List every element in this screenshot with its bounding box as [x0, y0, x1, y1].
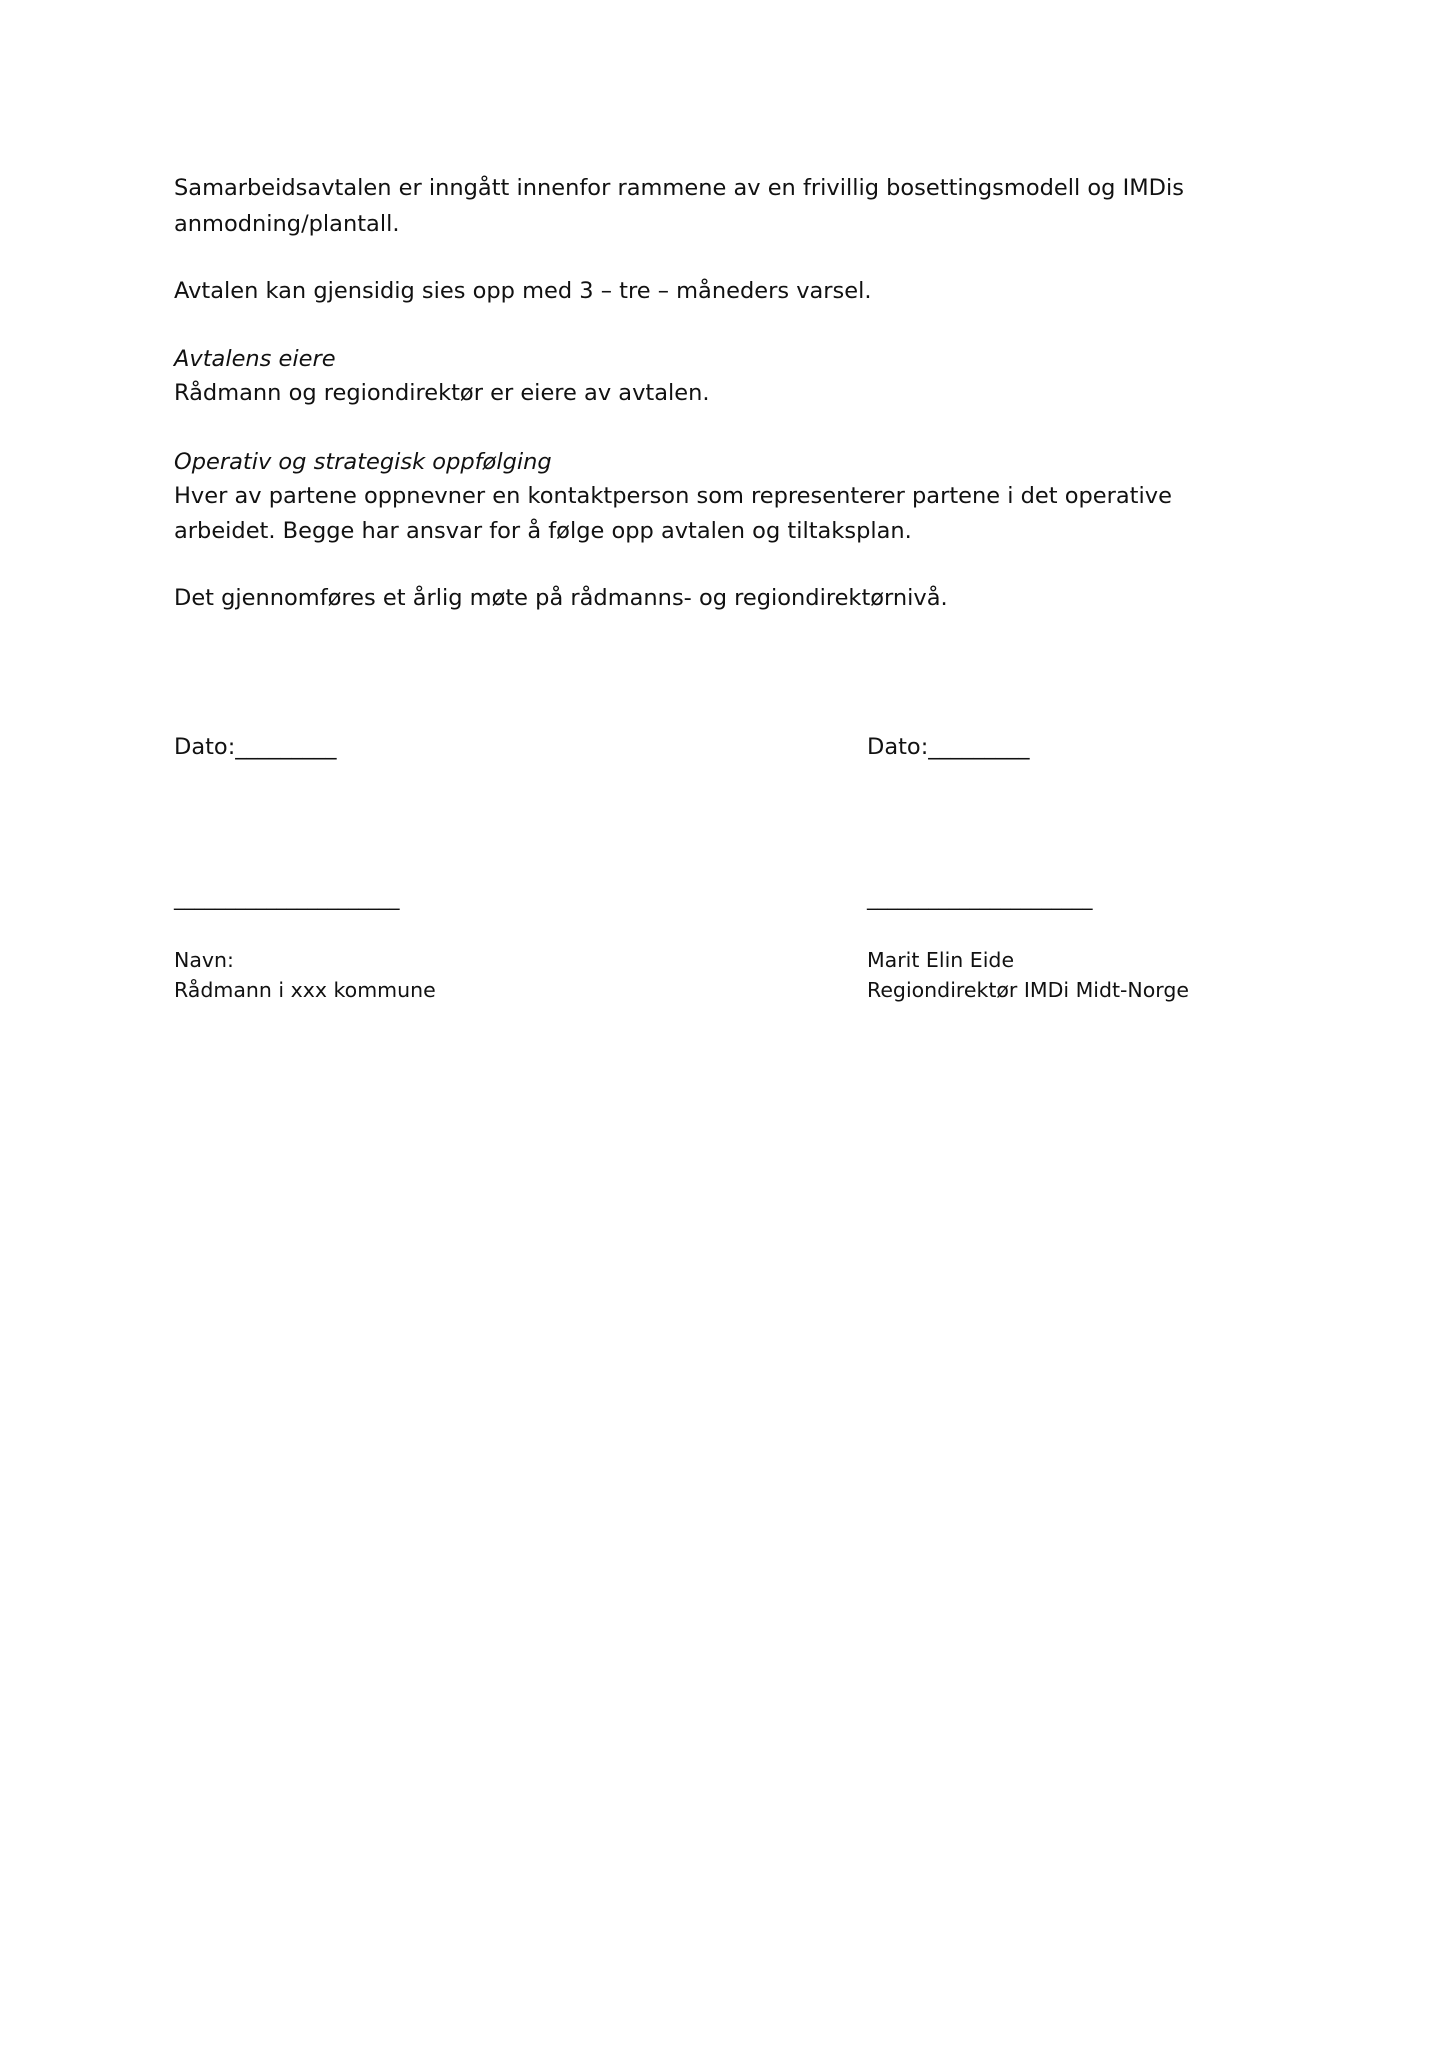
- left-date-field: Dato:_________: [174, 734, 337, 760]
- left-signer-name: Navn:: [174, 948, 234, 972]
- heading-owners: Avtalens eiere: [174, 346, 336, 372]
- right-date-field: Dato:_________: [867, 734, 1030, 760]
- paragraph-owners: Rådmann og regiondirektør er eiere av avtalen.: [174, 380, 710, 406]
- right-signer-title: Regiondirektør IMDi Midt-Norge: [867, 978, 1190, 1002]
- left-signer-title: Rådmann i xxx kommune: [174, 978, 436, 1002]
- heading-followup: Operativ og strategisk oppfølging: [174, 449, 552, 475]
- right-signature-line: ______________________: [867, 886, 1093, 910]
- paragraph-meeting: Det gjennomføres et årlig møte på rådmanns- og regiondirektørnivå.: [174, 585, 948, 611]
- right-signer-name: Marit Elin Eide: [867, 948, 1015, 972]
- paragraph-termination: Avtalen kan gjensidig sies opp med 3 – tre – måneders varsel.: [174, 278, 872, 304]
- paragraph-agreement-line2: anmodning/plantall.: [174, 211, 400, 237]
- paragraph-followup-line1: Hver av partene oppnevner en kontaktperson som representerer partene i det operative: [174, 483, 1172, 509]
- left-signature-line: ______________________: [174, 886, 400, 910]
- paragraph-agreement-line1: Samarbeidsavtalen er inngått innenfor rammene av en frivillig bosettingsmodell og IMDis: [174, 175, 1184, 201]
- paragraph-followup-line2: arbeidet. Begge har ansvar for å følge opp avtalen og tiltaksplan.: [174, 518, 912, 544]
